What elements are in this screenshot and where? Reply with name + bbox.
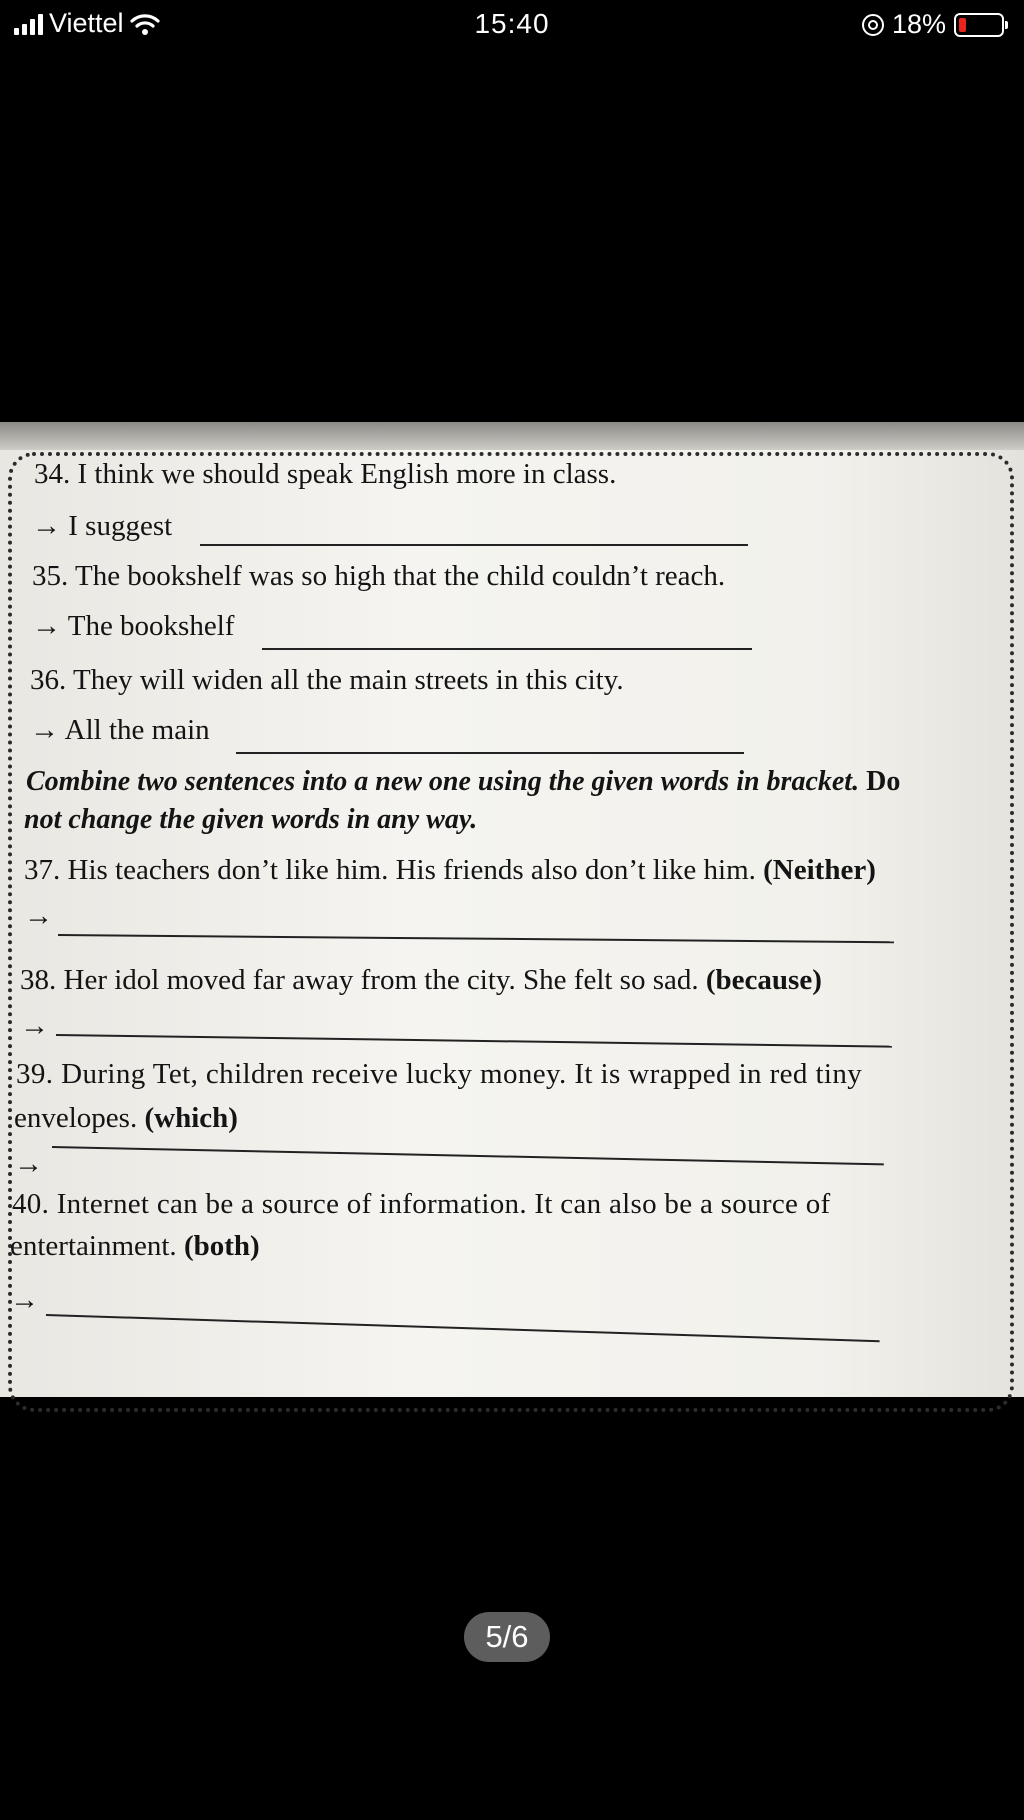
page-indicator: 5/6 — [464, 1612, 550, 1662]
q37-question-line — [24, 854, 876, 887]
q38-answer-line — [56, 1034, 892, 1048]
q40-question-line-2 — [10, 1230, 260, 1263]
q38-keyword: (because) — [705, 964, 822, 996]
instruction-line-1 — [26, 766, 900, 798]
q37-keyword: (Neither) — [763, 854, 876, 886]
q40-question-2: entertainment. — [10, 1230, 177, 1262]
instruction-line-2: not change the given words in any way. — [24, 804, 478, 835]
instruction-text-1: Combine two sentences into a new one using the given words in bracket. — [26, 766, 860, 797]
q35-answer-prefix: → The bookshelf — [32, 610, 235, 642]
battery-group — [862, 9, 1004, 40]
q39-arrow: → — [14, 1148, 43, 1180]
q39-question-line-2 — [14, 1102, 238, 1135]
q39-keyword: (which) — [144, 1102, 238, 1134]
q35-question: 35. The bookshelf was so high that the child couldn’t reach. — [32, 560, 726, 592]
worksheet-content — [0, 422, 1024, 1397]
q37-answer-line — [58, 934, 894, 943]
q39-question-line-1: 39. During Tet, children receive lucky money. It is wrapped in red tiny — [16, 1058, 863, 1090]
q37-question: 37. His teachers don’t like him. His friends also don’t like him. — [24, 854, 756, 886]
battery-icon — [954, 13, 1004, 37]
q38-question: 38. Her idol moved far away from the city. She felt so sad. — [20, 964, 699, 996]
q34-answer-prefix: → I suggest — [32, 510, 173, 542]
q38-question-line — [20, 964, 822, 997]
q34-question: 34. I think we should speak English more in class. — [34, 458, 617, 490]
clock: 15:40 — [474, 8, 550, 39]
q36-answer-prefix: → All the main — [30, 714, 210, 746]
battery-percent: 18% — [891, 9, 946, 39]
q35-answer-line — [262, 648, 752, 650]
q38-arrow: → — [20, 1010, 49, 1042]
q40-keyword: (both) — [183, 1230, 260, 1262]
q39-answer-line — [52, 1146, 884, 1165]
q39-question-2: envelopes. — [14, 1102, 138, 1134]
worksheet-photo — [0, 422, 1024, 1397]
q36-question: 36. They will widen all the main streets in this city. — [30, 664, 624, 696]
q40-arrow: → — [10, 1284, 39, 1316]
q36-answer-line — [236, 752, 744, 754]
status-bar — [0, 0, 1024, 52]
q34-answer-line — [200, 544, 748, 546]
rotation-lock-icon — [862, 14, 884, 36]
q40-answer-line — [46, 1314, 880, 1342]
q37-arrow: → — [24, 900, 53, 932]
carrier-name: Viettel — [49, 8, 124, 38]
battery-level — [959, 18, 966, 32]
instruction-tail: Do — [866, 766, 901, 797]
q40-question-line-1: 40. Internet can be a source of information. It can also be a source of — [12, 1188, 831, 1220]
